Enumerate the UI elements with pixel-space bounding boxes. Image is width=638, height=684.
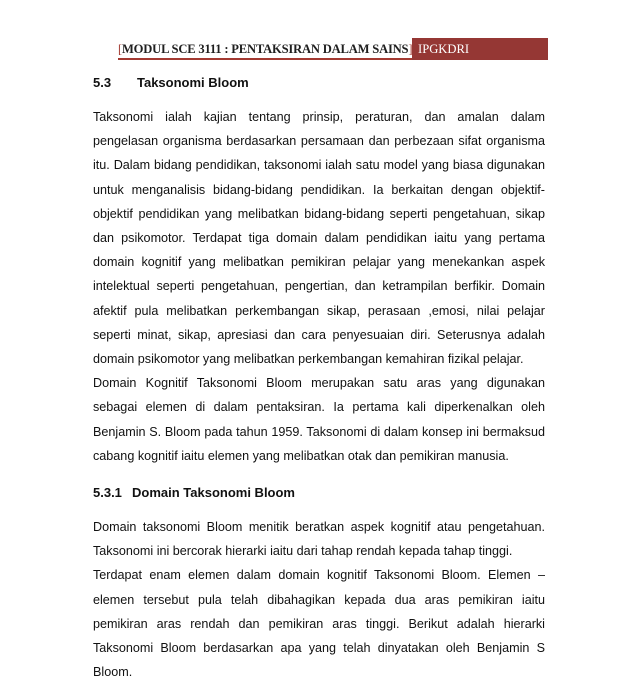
text-line: Taksonomi ini bercorak hierarki iaitu dari tahap rendah kepada tahap tinggi. [93, 544, 513, 559]
text-line: domain kognitif yang melibatkan pemikiran pelajar yang menekankan aspek [93, 255, 545, 270]
header-bracket-open: [ [118, 42, 122, 56]
text-line: Domain taksonomi Bloom menitik beratkan aspek kognitif atau pengetahuan. [93, 520, 545, 535]
text-line: seperti minat, sikap, apresiasi dan cara penyesuaian diri. Seterusnya adalah [93, 327, 545, 342]
text-line: untuk menganalisis bidang-bidang pendidikan. Ia berkaitan dengan objektif- [93, 182, 545, 197]
subsection-paragraph-2 [93, 563, 545, 684]
page-header [118, 38, 548, 60]
text-line: Benjamin S. Bloom pada tahun 1959. Taksonomi di dalam konsep ini bermaksud [93, 424, 545, 439]
text-line: dan psikomotor. Terdapat tiga domain dalam pendidikan iaitu yang pertama [93, 231, 545, 246]
document-body [93, 74, 545, 684]
institution-name: IPGKDRI [418, 42, 470, 56]
text-line: pengelasan organisma berdasarkan persamaan dan perbezaan sifat organisma [93, 134, 545, 149]
text-line: Taksonomi Bloom berdasarkan apa yang telah dinyatakan oleh Benjamin S [93, 641, 545, 656]
text-line: itu. Dalam bidang pendidikan, taksonomi ialah satu model yang biasa digunakan [93, 158, 545, 173]
text-line: Terdapat enam elemen dalam domain kognitif Taksonomi Bloom. Elemen – [93, 568, 545, 583]
text-line: elemen tersebut pula telah dibahagikan kepada dua aras pemikiran iaitu [93, 592, 545, 607]
text-line: Domain Kognitif Taksonomi Bloom merupakan satu aras yang digunakan [93, 376, 545, 391]
module-title-bar [118, 38, 412, 60]
subsection-paragraph-1 [93, 515, 545, 563]
text-line: Bloom. [93, 665, 133, 680]
section-heading [93, 74, 545, 92]
module-title: MODUL SCE 3111 : PENTAKSIRAN DALAM SAINS [122, 42, 409, 56]
text-line: intelektual seperti pengetahuan, pengertian, dan ketrampilan berfikir. Domain [93, 279, 545, 294]
section-paragraph-1 [93, 105, 545, 371]
subsection-number: 5.3.1 [93, 485, 122, 501]
text-line: cabang kognitif iaitu elemen yang melibatkan otak dan pemikiran manusia. [93, 448, 509, 463]
text-line: sebagai elemen di dalam pentaksiran. Ia pertama kali diperkenalkan oleh [93, 400, 545, 415]
section-paragraph-2 [93, 371, 545, 468]
text-line: objektif pendidikan yang melibatkan bidang-bidang seperti pengetahuan, sikap [93, 206, 545, 221]
subsection-heading [93, 484, 545, 502]
header-bracket-close: ] [408, 42, 413, 56]
institution-badge [412, 38, 548, 60]
text-line: pemikiran aras rendah dan pemikiran aras tinggi. Berikut adalah hierarki [93, 616, 545, 631]
subsection-title: Domain Taksonomi Bloom [132, 485, 295, 501]
text-line: afektif pula melibatkan perkembangan sikap, perasaan ,emosi, nilai pelajar [93, 303, 545, 318]
section-title: Taksonomi Bloom [137, 75, 249, 90]
text-line: Taksonomi ialah kajian tentang prinsip, peraturan, dan amalan dalam [93, 110, 545, 124]
section-number: 5.3 [93, 75, 112, 90]
text-line: domain psikomotor yang melibatkan perkembangan kemahiran fizikal pelajar. [93, 352, 524, 367]
